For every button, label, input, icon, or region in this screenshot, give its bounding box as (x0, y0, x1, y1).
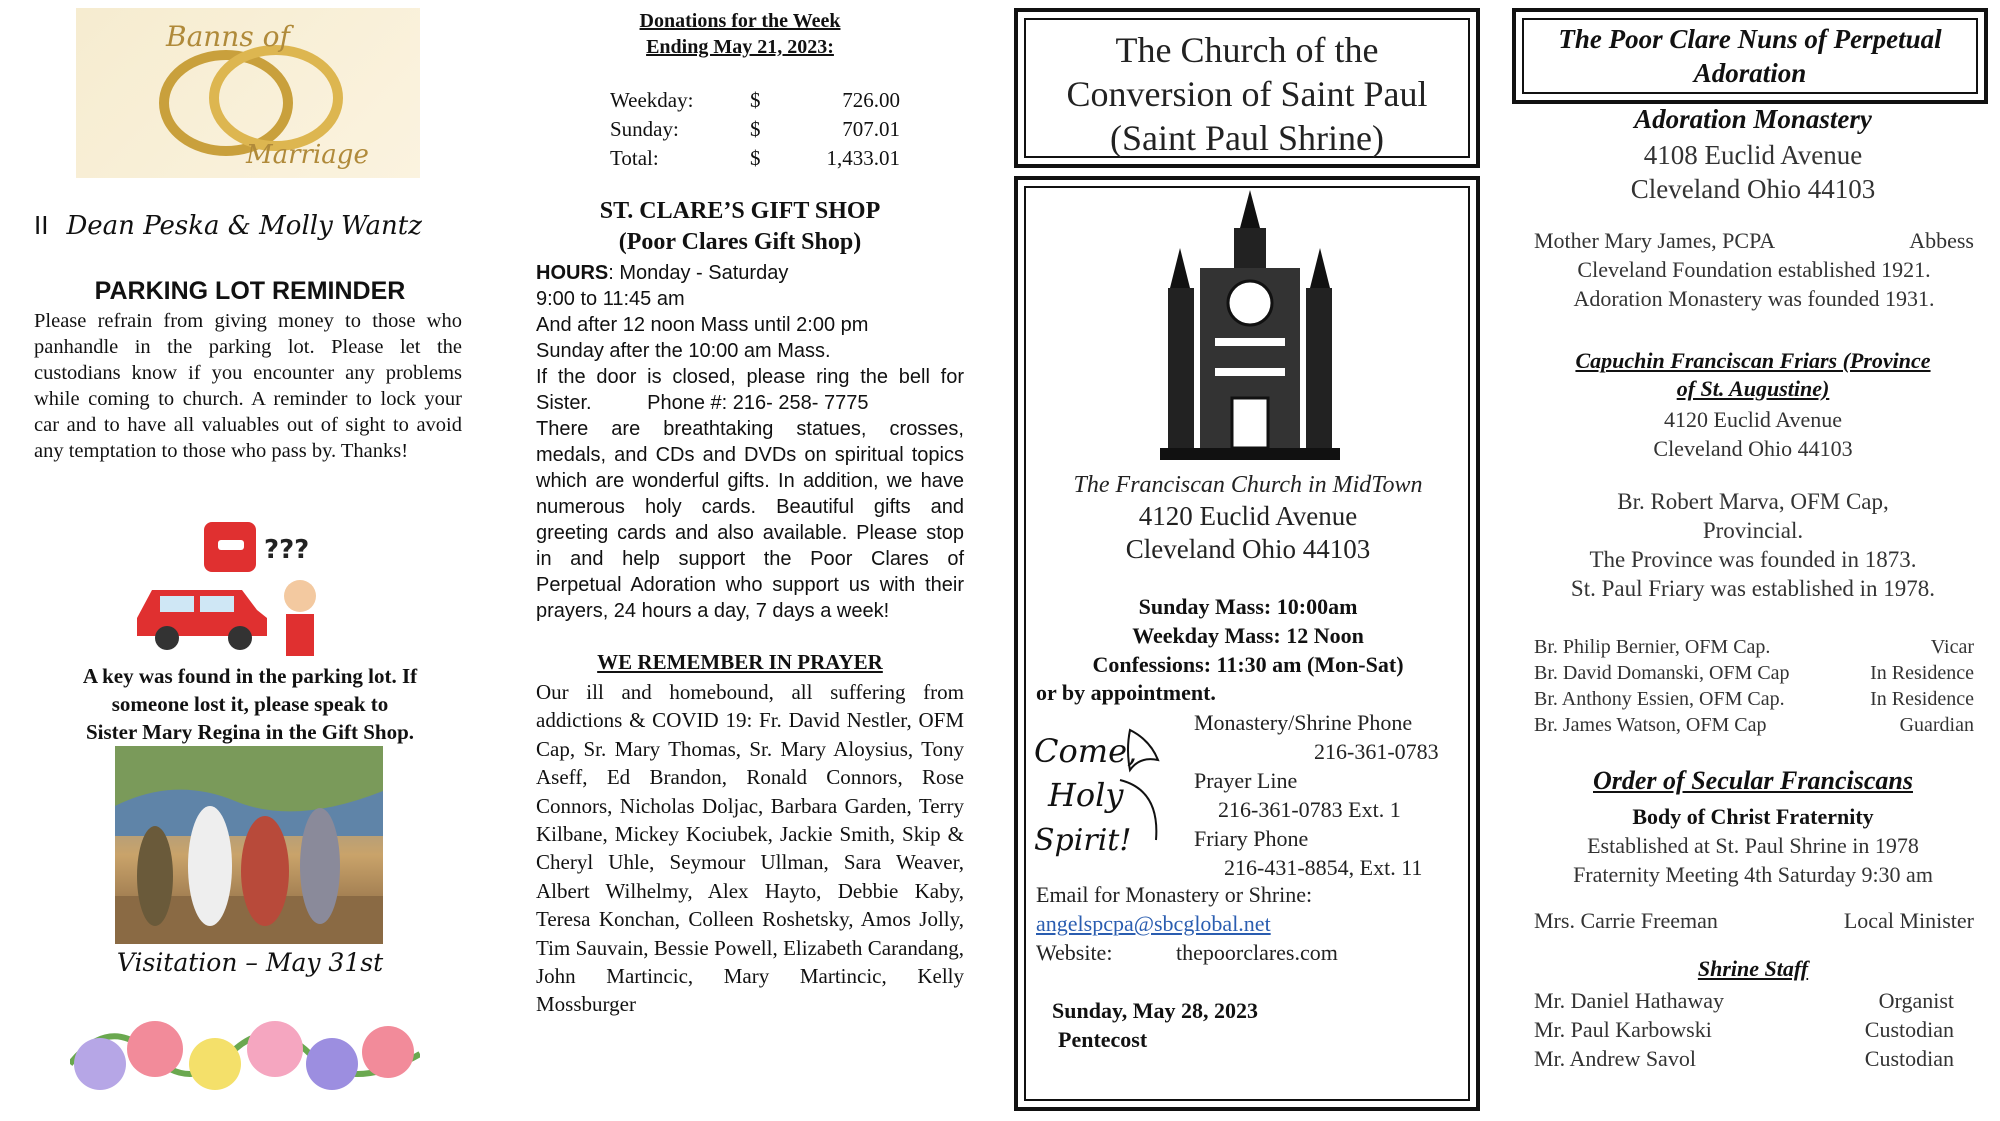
staff-row (1534, 1044, 1954, 1073)
email-link[interactable]: angelspcpa@sbcglobal.net (1036, 911, 1271, 936)
phone-label: Prayer Line (1194, 768, 1298, 793)
foundation-text: Cleveland Foundation established 1921. (1577, 257, 1931, 282)
church-title-line: Conversion of Saint Paul (1066, 74, 1428, 114)
donations-table (610, 86, 910, 173)
capuchin-title-line: of St. Augustine) (1676, 376, 1830, 401)
secular-franciscans-title: Order of Secular Franciscans (1593, 766, 1913, 795)
prayer-list-body: Our ill and homebound, all suffering from addictions & COVID 19: Fr. David Nestler, OFM Cap, Sr. Mary Thomas, Sr. Mary Aloysius, Tony Aseff, Ed Brandon, Ronald Connors, Rose Connors, Nicholas Doljac, Barbara Garden, Terry Kilbane, Mickey Kociubek, Jackie Smith, Skip & Cheryl Uhle, Seymour Ullman, Sara Weaver, Albert Wilhelmy, Alex Hayto, Debbie Kaby, Teresa Konchan, Colleen Roshetsky, Amos Jolly, Tim Sauvain, Bessie Powell, Elizabeth Carandang, John Martincic, Mary Martincic, Kelly Mossburger (536, 680, 964, 1017)
friar-role: In Residence (1870, 688, 1974, 710)
local-minister (1534, 908, 1974, 934)
phone-label: Monastery/Shrine Phone (1194, 710, 1413, 735)
provincial-info (1520, 487, 1986, 603)
abbess-info (1534, 226, 1974, 313)
adoration-monastery-address (1520, 138, 1986, 206)
poor-clare-title (1516, 22, 1984, 90)
spirit-text: Holy (1048, 776, 1124, 814)
hours-text: Sunday after the 10:00 am Mass. (536, 340, 831, 362)
staff-name: Mr. Andrew Savol (1534, 1046, 1696, 1071)
gift-shop-subtitle: (Poor Clares Gift Shop) (618, 229, 862, 255)
friar-role: In Residence (1870, 662, 1974, 684)
secular-franciscans-info (1520, 802, 1986, 889)
bulletin-date-text: Sunday, May 28, 2023 (1052, 998, 1258, 1023)
flower-border-image (70, 994, 420, 1112)
contact-block (1036, 880, 1466, 967)
gift-shop-door-text: If the door is closed, please ring the bell for Sister. (536, 366, 964, 414)
donation-underline (750, 115, 900, 144)
poor-clare-title-box (1512, 8, 1988, 104)
staff-role: Custodian (1864, 1046, 1954, 1071)
church-icon (1160, 188, 1340, 463)
church-title (1018, 28, 1476, 160)
banns-text: Banns of (166, 20, 290, 53)
feast-name: Pentecost (1058, 1027, 1148, 1052)
appointment-note: or by appointment. (1036, 680, 1216, 705)
shrine-staff-title: Shrine Staff (1697, 956, 1809, 981)
donation-amount: 1,433.01 (826, 146, 900, 170)
email-label: Email for Monastery or Shrine: (1036, 882, 1313, 907)
gift-shop-body (536, 260, 964, 624)
church-address (1030, 500, 1466, 566)
flower-icon (247, 1021, 303, 1077)
donation-label: Weekday: (610, 88, 694, 112)
phone-label: Friary Phone (1194, 826, 1309, 851)
visitation-painting (115, 746, 383, 944)
donation-currency: $ (750, 146, 761, 170)
staff-role: Organist (1878, 988, 1954, 1013)
fraternity-established: Established at St. Paul Shrine in 1978 (1587, 833, 1919, 858)
provincial-line: Provincial. (1702, 518, 1804, 543)
minister-name: Mrs. Carrie Freeman (1534, 908, 1718, 933)
capuchin-friars-title (1520, 347, 1986, 403)
person-icon (284, 580, 316, 612)
lost-key-illustration (132, 518, 332, 658)
donations-title-line: Donations for the Week (639, 10, 841, 32)
donation-row (610, 144, 910, 173)
staff-name: Mr. Daniel Hathaway (1534, 988, 1724, 1013)
staff-row (1534, 1015, 1954, 1044)
key-notice-line: A key was found in the parking lot. If (82, 664, 418, 688)
adoration-monastery-name: Adoration Monastery (1634, 104, 1872, 134)
church-steeple-drawing (1160, 188, 1340, 463)
parking-reminder-body: Please refrain from giving money to those who panhandle in the parking lot. Please let the custodians know if you encounter any problems while coming to church. A reminder to lock your car and to have all valuables out of sight to avoid any temptation to those who pass by. Thanks! (34, 310, 462, 462)
mass-schedule (1030, 592, 1466, 679)
staff-name: Mr. Paul Karbowski (1534, 1017, 1712, 1042)
address-line: 4120 Euclid Avenue (1138, 501, 1358, 531)
donation-currency: $ (750, 117, 761, 141)
phone-list (1194, 708, 1464, 882)
poor-clare-title-line: The Poor Clare Nuns of Perpetual (1558, 24, 1942, 54)
phone-number[interactable]: 216-431-8854, Ext. 11 (1224, 855, 1423, 880)
capuchin-address (1520, 405, 1986, 463)
weekday-mass: Weekday Mass: 12 Noon (1132, 623, 1364, 648)
spirit-text: Come, (1034, 732, 1138, 770)
friars-list (1534, 634, 1974, 738)
banns-of-marriage-image (76, 8, 420, 178)
donation-currency: $ (750, 88, 761, 112)
friar-name: Br. David Domanski, OFM Cap (1534, 662, 1790, 684)
church-tagline: The Franciscan Church in MidTown (1073, 472, 1423, 498)
donation-row (610, 86, 910, 115)
donation-label: Total: (610, 146, 659, 170)
question-marks-icon: ??? (264, 535, 310, 565)
key-notice-line: Sister Mary Regina in the Gift Shop. (85, 720, 415, 744)
prayer-list-title: WE REMEMBER IN PRAYER (597, 650, 883, 674)
gift-shop-title (520, 196, 960, 258)
foundation-text: Adoration Monastery was founded 1931. (1573, 286, 1935, 311)
hours-text: : Monday - Saturday (608, 262, 789, 284)
donation-amount: 707.01 (842, 117, 900, 141)
donations-title-line: Ending May 21, 2023: (646, 36, 834, 58)
flower-icon (189, 1038, 241, 1090)
gift-shop-title-line: ST. CLARE’S GIFT SHOP (599, 198, 881, 224)
friar-name: Br. James Watson, OFM Cap (1534, 714, 1767, 736)
staff-role: Custodian (1864, 1017, 1954, 1042)
donation-row (610, 115, 910, 144)
friar-name: Br. Philip Bernier, OFM Cap. (1534, 636, 1771, 658)
friar-row (1534, 686, 1974, 712)
marriage-text: Marriage (246, 140, 369, 170)
friar-role: Guardian (1899, 714, 1974, 736)
fraternity-meeting: Fraternity Meeting 4th Saturday 9:30 am (1573, 862, 1933, 887)
abbess-name: Mother Mary James, PCPA (1534, 228, 1776, 253)
church-title-line: The Church of the (1115, 30, 1379, 70)
parking-reminder-title: PARKING LOT REMINDER (94, 277, 406, 305)
poor-clare-title-line: Adoration (1693, 58, 1807, 88)
gift-shop-description: There are breathtaking statues, crosses, medals, and CDs and DVDs on spiritual topics which are wonderful gifts. In addition, we have numerous holy cards. Beautiful gifts and greeting cards and also available. Please stop in and help support the Poor Clares of Perpetual Adoration who support us with their prayers, 24 hours a day, 7 days a week! (536, 418, 964, 622)
hours-label: HOURS (536, 262, 609, 284)
key-notice-line: someone lost it, please speak to (111, 692, 389, 716)
donation-label: Sunday: (610, 117, 679, 141)
provincial-line: St. Paul Friary was established in 1978. (1570, 576, 1936, 601)
come-holy-spirit-image (1030, 720, 1172, 868)
minister-role: Local Minister (1843, 908, 1974, 933)
visitation-caption: Visitation – May 31st (116, 948, 384, 977)
sunday-mass: Sunday Mass: 10:00am (1138, 594, 1358, 619)
church-title-line: (Saint Paul Shrine) (1110, 118, 1384, 158)
friar-row (1534, 634, 1974, 660)
hours-text: And after 12 noon Mass until 2:00 pm (536, 314, 869, 336)
spirit-text: Spirit! (1034, 823, 1132, 858)
hours-text: 9:00 to 11:45 am (536, 288, 685, 310)
church-title-box (1014, 8, 1480, 168)
gift-shop-phone: Phone #: 216- 258- 7775 (647, 392, 869, 414)
staff-row (1534, 986, 1954, 1015)
couple-announcement (34, 210, 422, 241)
provincial-line: The Province was founded in 1873. (1589, 547, 1917, 572)
address-line: 4120 Euclid Avenue (1664, 407, 1842, 432)
address-line: Cleveland Ohio 44103 (1125, 534, 1371, 564)
couple-names: Dean Peska & Molly Wantz (66, 211, 422, 241)
address-line: Cleveland Ohio 44103 (1630, 174, 1876, 204)
capuchin-title-line: Capuchin Franciscan Friars (Province (1575, 348, 1931, 373)
phone-number[interactable]: 216-361-0783 Ext. 1 (1218, 797, 1401, 822)
friar-row (1534, 712, 1974, 738)
confessions: Confessions: 11:30 am (Mon-Sat) (1092, 652, 1404, 677)
flower-icon (362, 1026, 414, 1078)
friar-role: Vicar (1930, 636, 1974, 658)
bulletin-date (1052, 996, 1258, 1054)
provincial-line: Br. Robert Marva, OFM Cap, (1617, 489, 1889, 514)
banns-marker: II (34, 210, 49, 240)
shrine-staff-list (1534, 986, 1954, 1073)
donation-amount: 726.00 (842, 88, 900, 112)
donations-title (520, 8, 960, 60)
phone-number[interactable]: 216-361-0783 (1314, 739, 1439, 764)
address-line: 4108 Euclid Avenue (1643, 140, 1863, 170)
website-link[interactable]: thepoorclares.com (1176, 940, 1338, 965)
fraternity-name: Body of Christ Fraternity (1632, 804, 1874, 829)
website-label: Website: (1036, 940, 1113, 965)
key-found-notice (30, 662, 470, 746)
friar-name: Br. Anthony Essien, OFM Cap. (1534, 688, 1785, 710)
address-line: Cleveland Ohio 44103 (1653, 436, 1853, 461)
flower-icon (127, 1021, 183, 1077)
flower-icon (306, 1038, 358, 1090)
wedding-rings-icon (76, 8, 420, 178)
friar-row (1534, 660, 1974, 686)
abbess-role: Abbess (1909, 228, 1974, 253)
flower-icon (74, 1038, 126, 1090)
